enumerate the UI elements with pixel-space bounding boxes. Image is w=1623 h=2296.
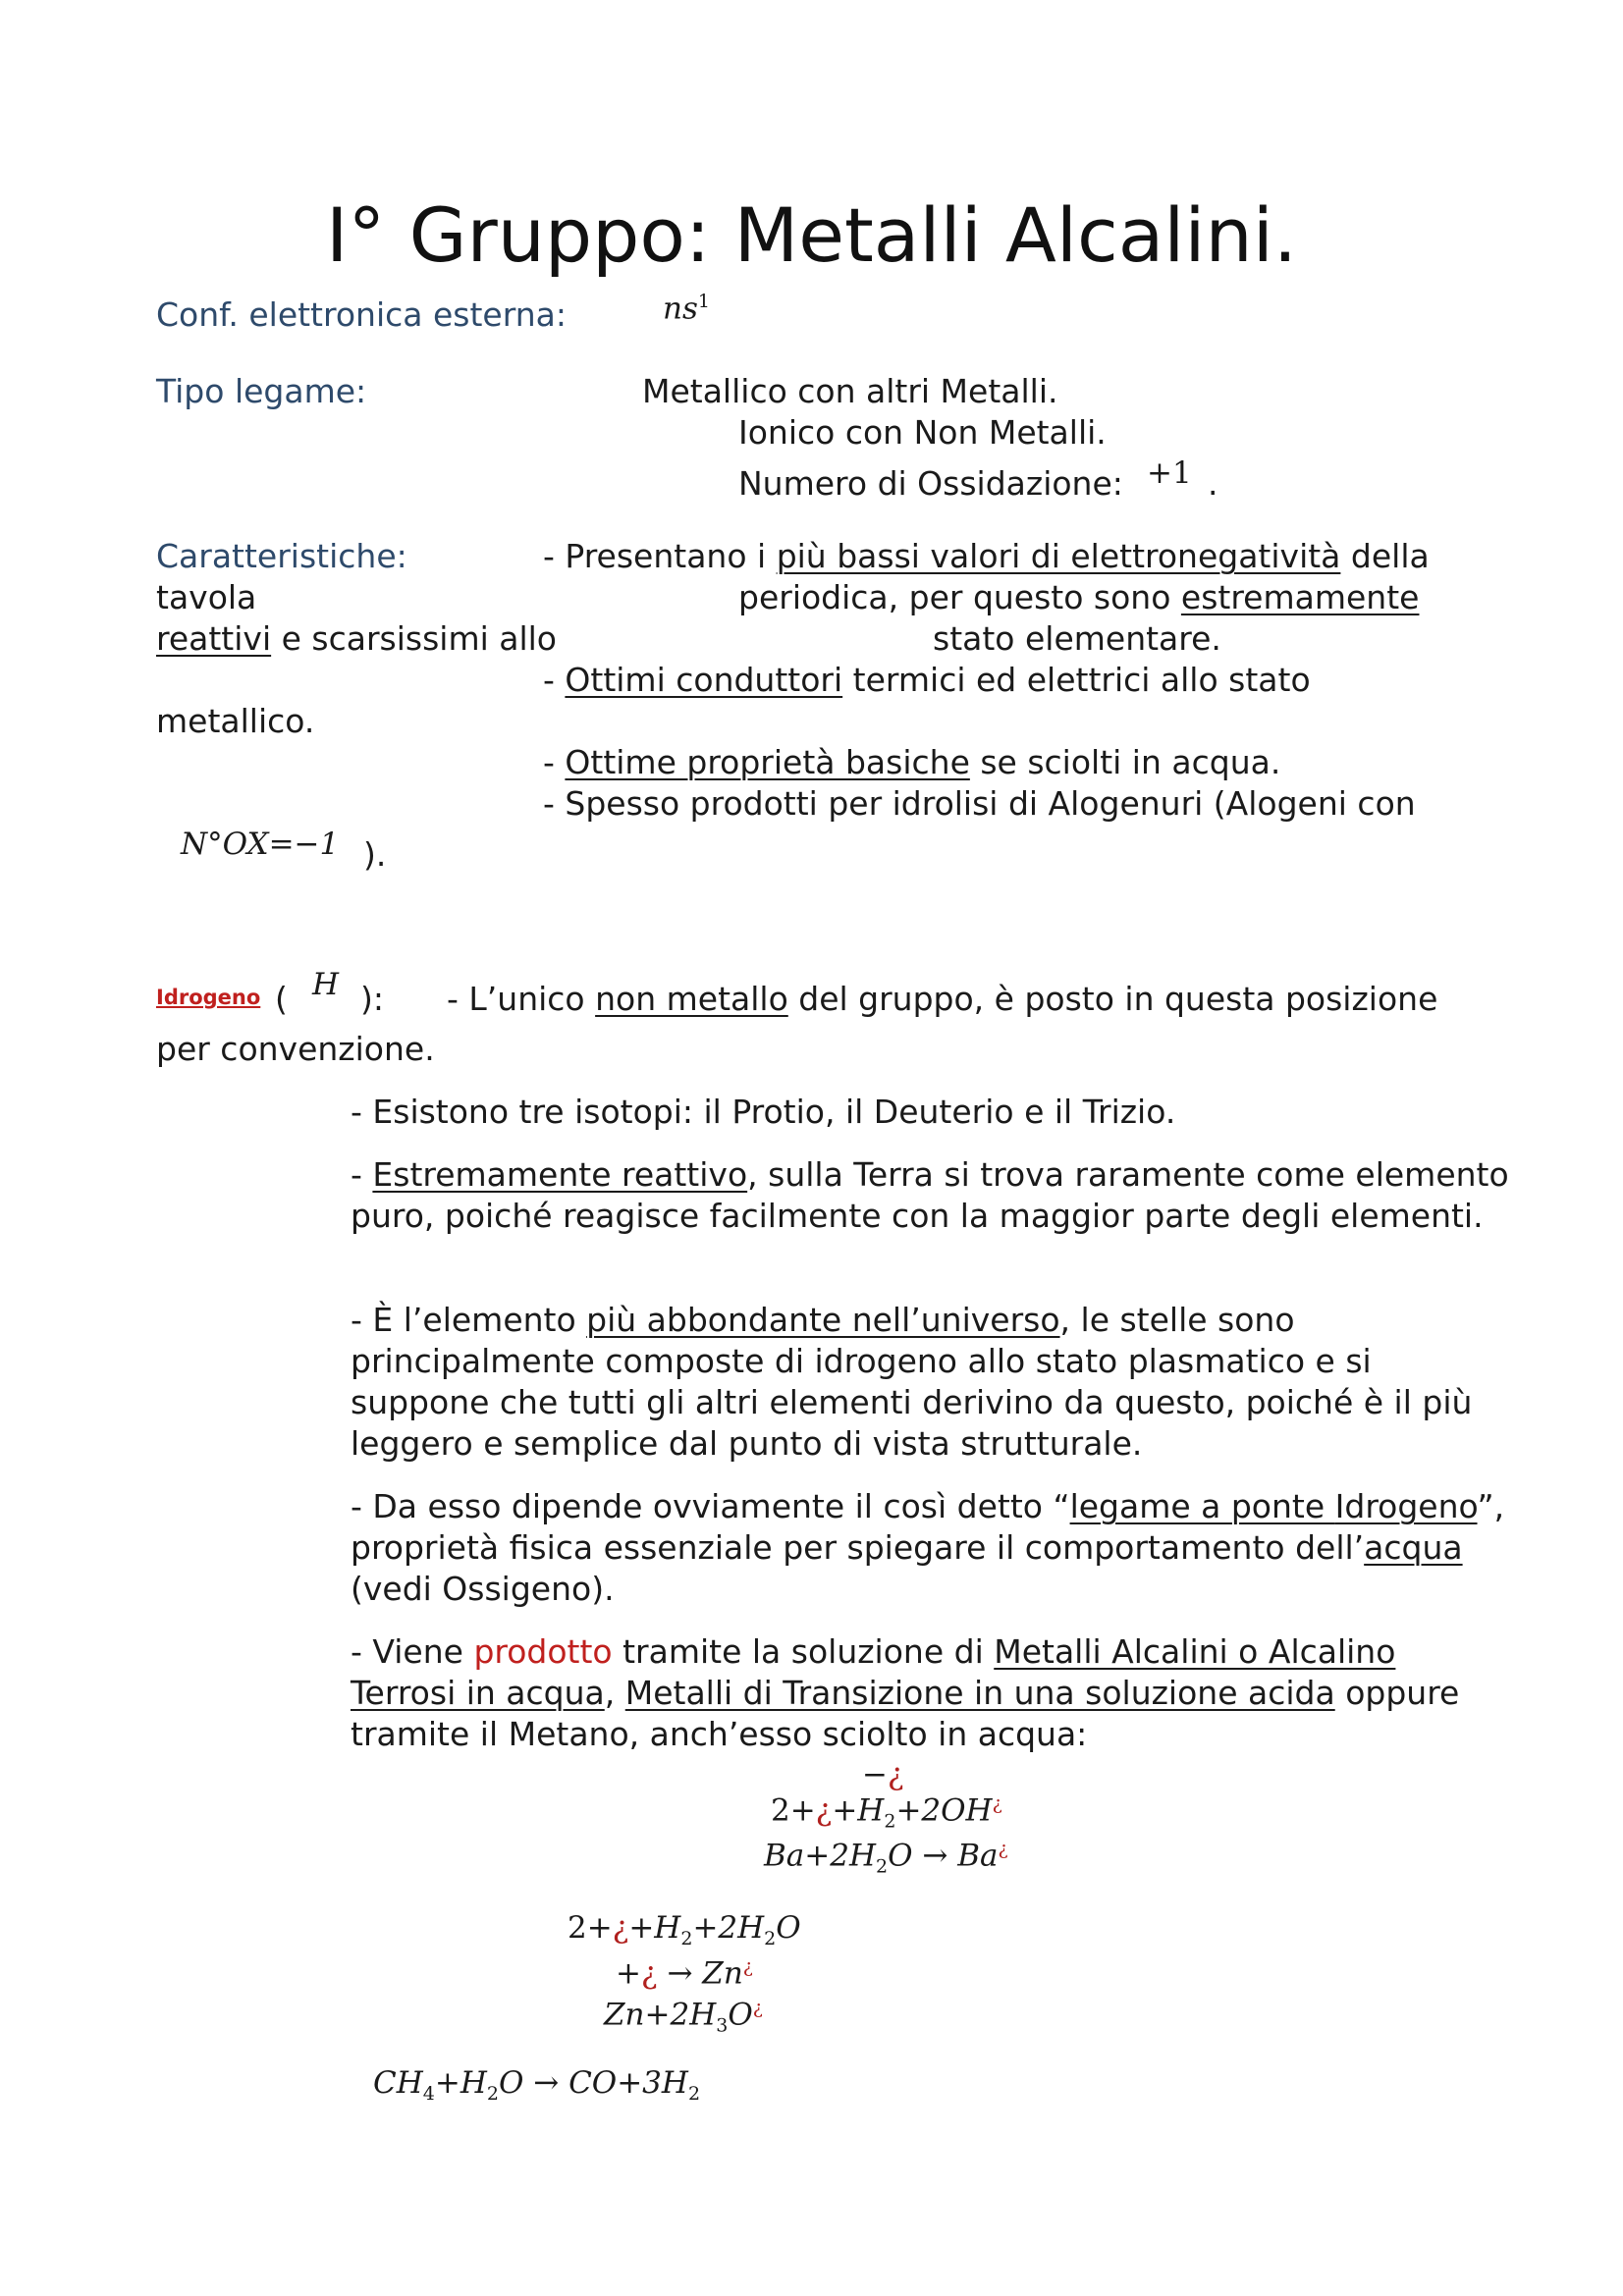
idrogeno-paren-close: ):	[360, 980, 384, 1018]
tipo-line-3: Numero di Ossidazione:	[738, 464, 1123, 503]
idrogeno-line-2: per convenzione.	[156, 1030, 435, 1068]
eq2-line-2: +¿ → Zn¿	[616, 1955, 753, 1992]
eq2-line-3: $Zn+2H_3O^¿$	[604, 1997, 763, 2037]
car-line-2a: tavola	[156, 578, 257, 616]
idrogeno-line-1: - L’unico non metallo del gruppo, è posto in questa posizione	[447, 980, 1438, 1018]
caratteristiche-label: Caratteristiche:	[156, 537, 407, 575]
abbondante-paragraph: - È l’elemento più abbondante nell’universo, le stelle sono principalmente composte di idrogeno allo stato plasmatico e si suppone che tutti gli altri elementi derivino da questo, poiché è il più leggero e semplice dal punto di vista strutturale.	[351, 1301, 1473, 1463]
idrogeno-paren-open: (	[275, 980, 288, 1018]
eq3: $CH_4+H_2O \to CO+3H_2$	[373, 2065, 701, 2106]
reattivo-paragraph: - Estremamente reattivo, sulla Terra si trova raramente come elemento puro, poiché reagisce facilmente con la maggior parte degli elementi.	[351, 1155, 1509, 1235]
eq1-top: −¿	[862, 1757, 904, 1792]
car-line-3b: stato elementare.	[933, 619, 1221, 658]
ponte-paragraph: - Da esso dipende ovviamente il così detto “legame a ponte Idrogeno”, proprietà fisica essenziale per spiegare il comportamento dell’acqua (vedi Ossigeno).	[351, 1487, 1505, 1608]
page-title: I° Gruppo: Metalli Alcalini.	[326, 191, 1297, 279]
conf-formula: $ns^1$	[663, 291, 710, 327]
isotopi-paragraph: - Esistono tre isotopi: il Protio, il Deuterio e il Trizio.	[351, 1093, 1176, 1131]
conf-label: Conf. elettronica esterna:	[156, 295, 567, 334]
hydrogen-symbol: H	[312, 967, 340, 1002]
car-line-2b: periodica, per questo sono estremamente	[738, 578, 1420, 616]
eq1-middle: $2+¿+H_2+2OH^¿$	[771, 1792, 1002, 1833]
ox-value: +1	[1147, 455, 1192, 491]
tipo-label: Tipo legame:	[156, 372, 367, 410]
car-line-7: - Spesso prodotti per idrolisi di Alogenuri (Alogeni con	[543, 784, 1416, 823]
car-line-8-end: ).	[363, 835, 387, 874]
tipo-line-2: Ionico con Non Metalli.	[738, 413, 1107, 452]
eq1-bottom: $Ba+2H_2O \to Ba^¿$	[764, 1838, 1008, 1878]
viene-paragraph: - Viene prodotto tramite la soluzione di Metalli Alcalini o Alcalino Terrosi in acqua, Metalli di Transizione in una soluzione acida oppure tramite il Metano, anch’esso sciolto in acqua:	[351, 1632, 1460, 1753]
car-line-6: - Ottime proprietà basiche se sciolti in acqua.	[543, 743, 1281, 781]
eq2-line-1: $2+¿+H_2+2H_2O$	[568, 1910, 801, 1950]
car-line-4: - Ottimi conduttori termici ed elettrici allo stato	[543, 661, 1311, 699]
car-line-5: metallico.	[156, 702, 315, 740]
nox-formula: N°OX=−1	[181, 827, 340, 862]
idrogeno-link[interactable]: Idrogeno	[156, 986, 261, 1009]
car-line-3a: reattivi e scarsissimi allo	[156, 619, 558, 658]
tipo-line-1: Metallico con altri Metalli.	[642, 372, 1058, 410]
car-line-1: - Presentano i più bassi valori di elettronegatività della	[543, 537, 1430, 575]
tipo-period: .	[1208, 464, 1218, 503]
